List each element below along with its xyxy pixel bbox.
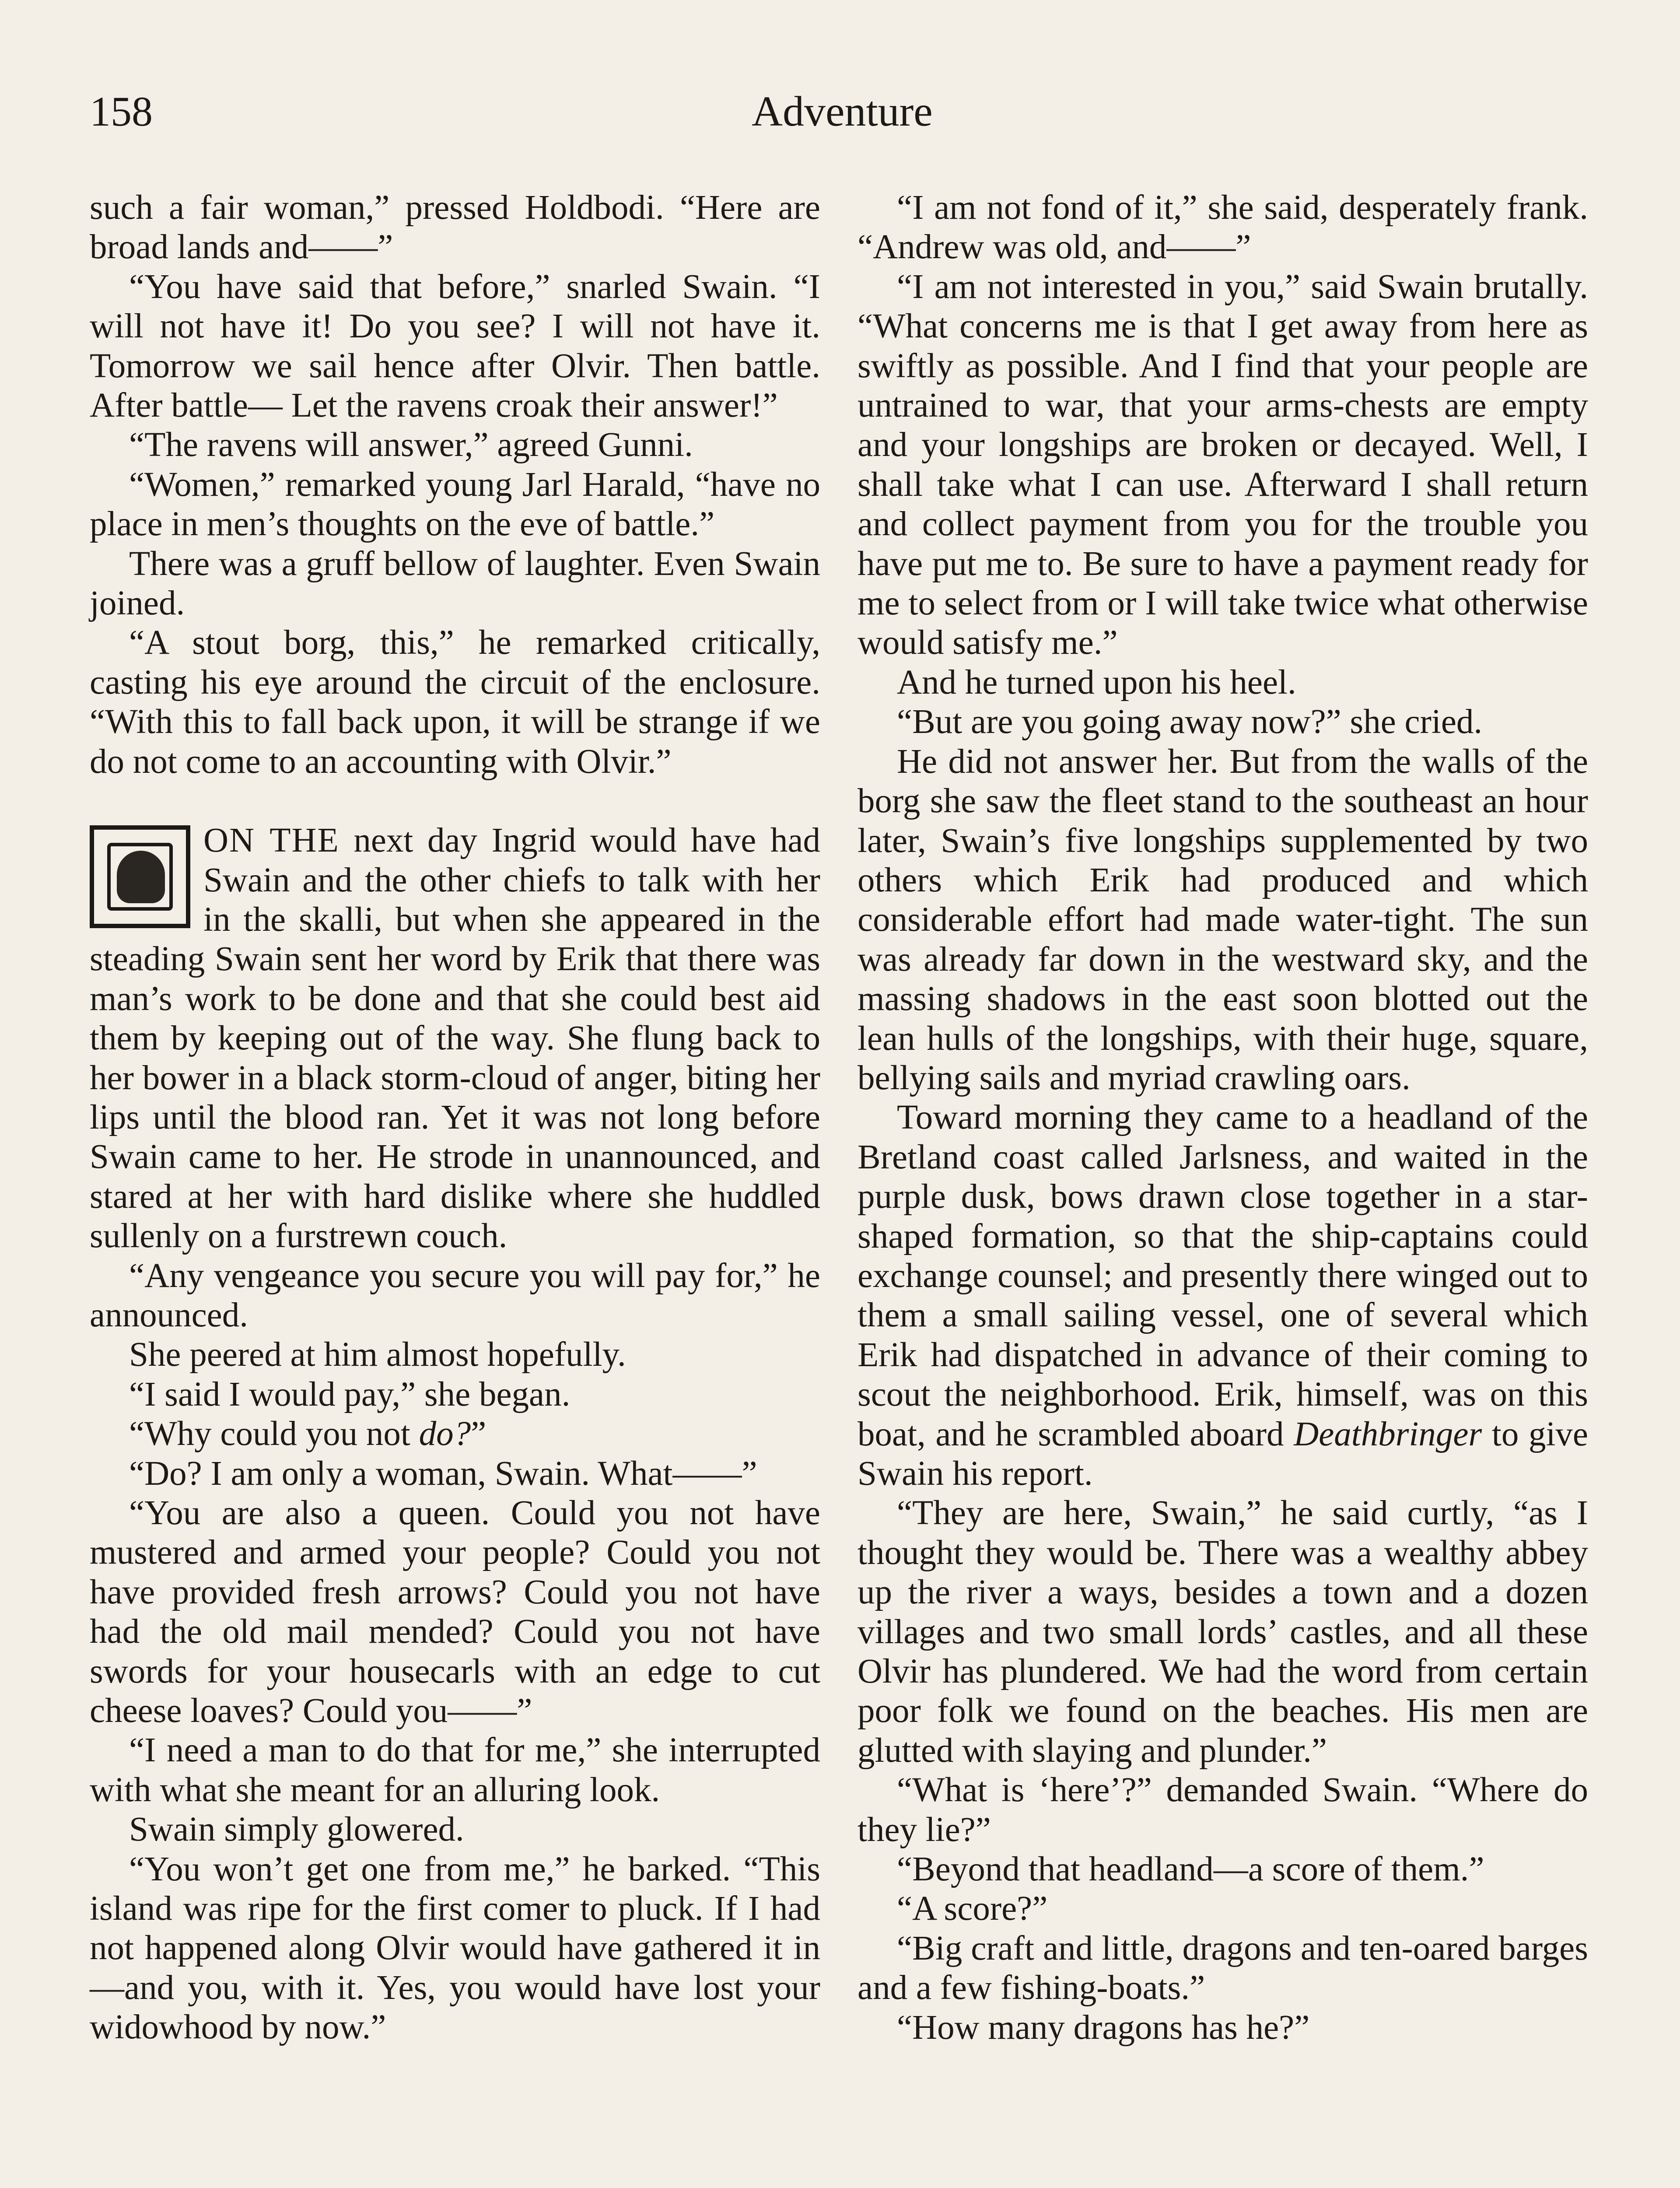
paragraph: “I am not fond of it,” she said, desperately frank. “Andrew was old, and——”	[858, 189, 1588, 266]
paragraph: “You have said that before,” snarled Swain. “I will not have it! Do you see? I will not have it. Tomorrow we sail hence after Olvir. Then battle. After battle— Let the ravens croak their answer!”	[90, 267, 820, 425]
paragraph: There was a gruff bellow of laughter. Even Swain joined.	[90, 544, 820, 623]
dropcap-text: next day Ingrid would have had Swain and the other chiefs to talk with her in the skalli, but when she appeared in the steading Swain sent her word by Erik that there was man’s work to be done and that she could best aid them by keeping out of the way. She flung back to her bower in a black storm-cloud of anger, biting her lips until the blood ran. Yet it was not long before Swain came to her. He strode in unannounced, and stared at her with hard dislike where she huddled sullenly on a furstrewn couch.	[90, 821, 820, 1255]
illustrated-initial-icon	[90, 825, 190, 928]
dropcap-paragraph	[90, 821, 820, 1256]
emphasis: do?	[419, 1415, 471, 1453]
paragraph: And he turned upon his heel.	[897, 663, 1296, 701]
left-column	[90, 188, 820, 2048]
section-break	[90, 782, 820, 821]
paragraph: “I said I would pay,” she began.	[129, 1375, 570, 1413]
paragraph: “Do? I am only a woman, Swain. What——”	[129, 1454, 757, 1493]
paragraph: “How many dragons has he?”	[897, 2008, 1310, 2047]
page-number: 158	[90, 88, 153, 135]
paragraph: such a fair woman,” pressed Holdbodi. “Here are broad lands and——”	[90, 189, 820, 266]
paragraph: “Beyond that headland—a score of them.”	[897, 1850, 1484, 1889]
paragraph: “Big craft and little, dragons and ten-oared barges and a few fishing-boats.”	[858, 1929, 1588, 2007]
text-run: Toward morning they came to a headland of the Bretland coast called Jarlsness, and waited in the purple dusk, bows drawn close together in a star-shaped formation, so that the ship-captains could exchange counsel; and presently there winged out to them a small sailing vessel, one of several which Erik had dispatched in advance of their coming to scout the neighborhood. Erik, himself, was on this boat, and he scrambled aboard	[858, 1098, 1588, 1453]
paragraph: “A score?”	[897, 1890, 1048, 1928]
paragraph: “What is ‘here’?” demanded Swain. “Where do they lie?”	[858, 1771, 1588, 1849]
paragraph: She peered at him almost hopefully.	[129, 1336, 626, 1374]
paragraph: “The ravens will answer,” agreed Gunni.	[129, 426, 693, 464]
text-run: ”	[471, 1415, 486, 1453]
paragraph: “Any vengeance you secure you will pay for,” he announced.	[90, 1256, 820, 1334]
paragraph: “Women,” remarked young Jarl Harald, “have no place in men’s thoughts on the eve of battle.”	[90, 465, 820, 543]
paragraph: “You won’t get one from me,” he barked. “This island was ripe for the first comer to pluck. If I had not happened along Olvir would have gathered it in—and you, with it. Yes, you would have lost your widowhood by now.”	[90, 1850, 820, 2047]
paragraph: “A stout borg, this,” he remarked critically, casting his eye around the circuit of the enclosure. “With this to fall back upon, it will be strange if we do not come to an accounting with Olvir.”	[90, 624, 820, 781]
paragraph	[90, 1414, 820, 1454]
initial-figure	[117, 851, 165, 903]
paragraph: “I am not interested in you,” said Swain brutally. “What concerns me is that I get away from here as swiftly as possible. And I find that your people are untrained to war, that your arms-chests are empty and your longships are broken or decayed. Well, I shall take what I can use. Afterward I shall return and collect payment from you for the trouble you have put me to. Be sure to have a payment ready for me to select from or I will take twice what otherwise would satisfy me.”	[858, 267, 1588, 662]
paragraph: “But are you going away now?” she cried.	[897, 703, 1483, 741]
right-column	[858, 188, 1588, 2048]
page-header	[90, 79, 1595, 144]
paragraph: Swain simply glowered.	[129, 1810, 464, 1849]
paragraph	[858, 1098, 1588, 1494]
paragraph: “You are also a queen. Could you not have mustered and armed your people? Could you not have provided fresh arrows? Could you not have had the old mail mended? Could you not have swords for your housecarls with an edge to cut cheese loaves? Could you——”	[90, 1494, 820, 1730]
text-run: to give Swain his report.	[858, 1415, 1588, 1493]
running-title: Adventure	[752, 88, 933, 135]
paragraph: He did not answer her. But from the walls of the borg she saw the fleet stand to the southeast an hour later, Swain’s five longships supplemented by two others which Erik had produced and which considerable effort had made water-tight. The sun was already far down in the westward sky, and the massing shadows in the east soon blotted out the lean hulls of the longships, with their huge, square, bellying sails and myriad crawling oars.	[858, 742, 1588, 1097]
paragraph: “They are here, Swain,” he said curtly, “as I thought they would be. There was a wealthy abbey up the river a ways, besides a town and a dozen villages and two small lords’ castles, and all these Olvir has plundered. We had the word from certain poor folk we found on the beaches. His men are glutted with slaying and plunder.”	[858, 1494, 1588, 1770]
text-run: “Why could you not	[129, 1415, 419, 1453]
paragraph: “I need a man to do that for me,” she interrupted with what she meant for an alluring look.	[90, 1731, 820, 1809]
dropcap-lead: ON THE	[203, 821, 340, 860]
ship-name: Deathbringer	[1294, 1415, 1482, 1453]
